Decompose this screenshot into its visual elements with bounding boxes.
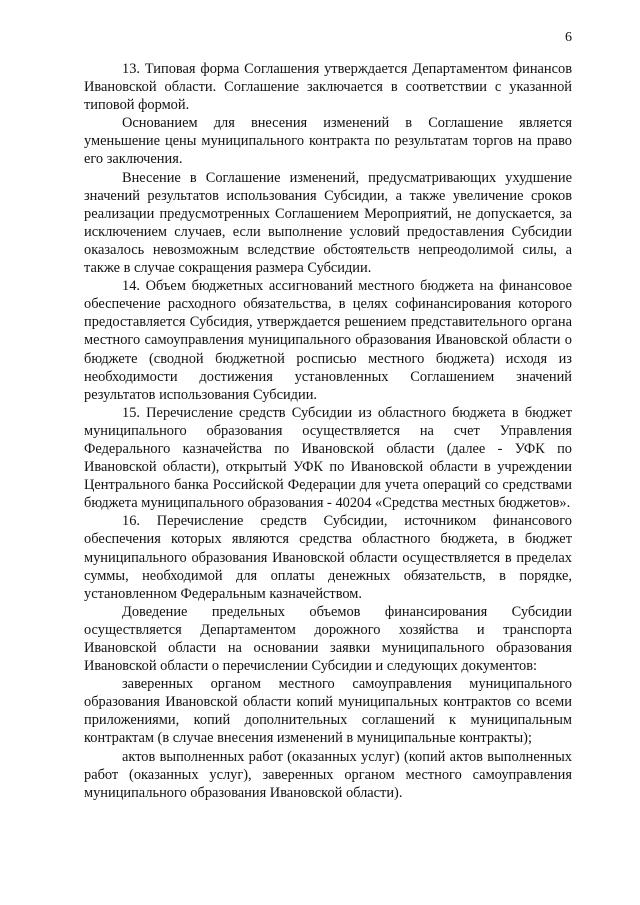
paragraph-amendment-grounds: Основанием для внесения изменений в Соглашение является уменьшение цены муниципального контракта по результатам торгов на право его заключения. — [84, 115, 572, 168]
page-number: 6 — [565, 30, 572, 45]
paragraph-15-funds-transfer: 15. Перечисление средств Субсидии из областного бюджета в бюджет муниципального образования осуществляется на счет Управления Федерального казначейства по Ивановской области (далее - УФК по Ивановской области), открытый УФК по Ивановской области в учреждении Центрального банка Российской Федерации для учета операций со средствами бюджета муниципального образования - 40204 «Средства местных бюджетов». — [84, 404, 572, 512]
paragraph-amendment-restrictions: Внесение в Соглашение изменений, предусматривающих ухудшение значений результатов использования Субсидии, а также увеличение сроков реализации предусмотренных Соглашением Мероприятий, не допускается, за исключением случаев, если выполнение условий предоставления Субсидии оказалось невозможным вследствие обстоятельств непреодолимой силы, а также в случае сокращения размера Субсидии. — [84, 169, 572, 277]
paragraph-13-standard-form: 13. Типовая форма Соглашения утверждается Департаментом финансов Ивановской области. Соглашение заключается в соответствии с указанной типовой формой. — [84, 61, 572, 114]
paragraph-14-budget-allocations: 14. Объем бюджетных ассигнований местного бюджета на финансовое обеспечение расходного обязательства, в целях софинансирования которого предоставляется Субсидия, утверждается решением представительного органа местного самоуправления муниципального образования Ивановской области о бюджете (сводной бюджетной росписью местного бюджета) исходя из необходимости достижения установленных Соглашением значений результатов использования Субсидии. — [84, 278, 572, 403]
paragraph-work-acts: актов выполненных работ (оказанных услуг) (копий актов выполненных работ (оказанных услуг), заверенных органом местного самоуправления муниципального образования Ивановской области). — [84, 748, 572, 801]
paragraph-16-transfer-limits: 16. Перечисление средств Субсидии, источником финансового обеспечения которых являются средства областного бюджета, в бюджет муниципального образования Ивановской области осуществляется в пределах суммы, необходимой для оплаты денежных обязательств, в порядке, установленном Федеральным казначейством. — [84, 513, 572, 602]
document-body — [84, 60, 572, 802]
paragraph-funding-limits: Доведение предельных объемов финансирования Субсидии осуществляется Департаментом дорожного хозяйства и транспорта Ивановской области на основании заявки муниципального образования Ивановской области о перечислении Субсидии и следующих документов: — [84, 603, 572, 675]
paragraph-contract-copies: заверенных органом местного самоуправления муниципального образования Ивановской области копий муниципальных контрактов со всеми приложениями, копий дополнительных соглашений к муниципальным контрактам (в случае внесения изменений в муниципальные контракты); — [84, 676, 572, 747]
